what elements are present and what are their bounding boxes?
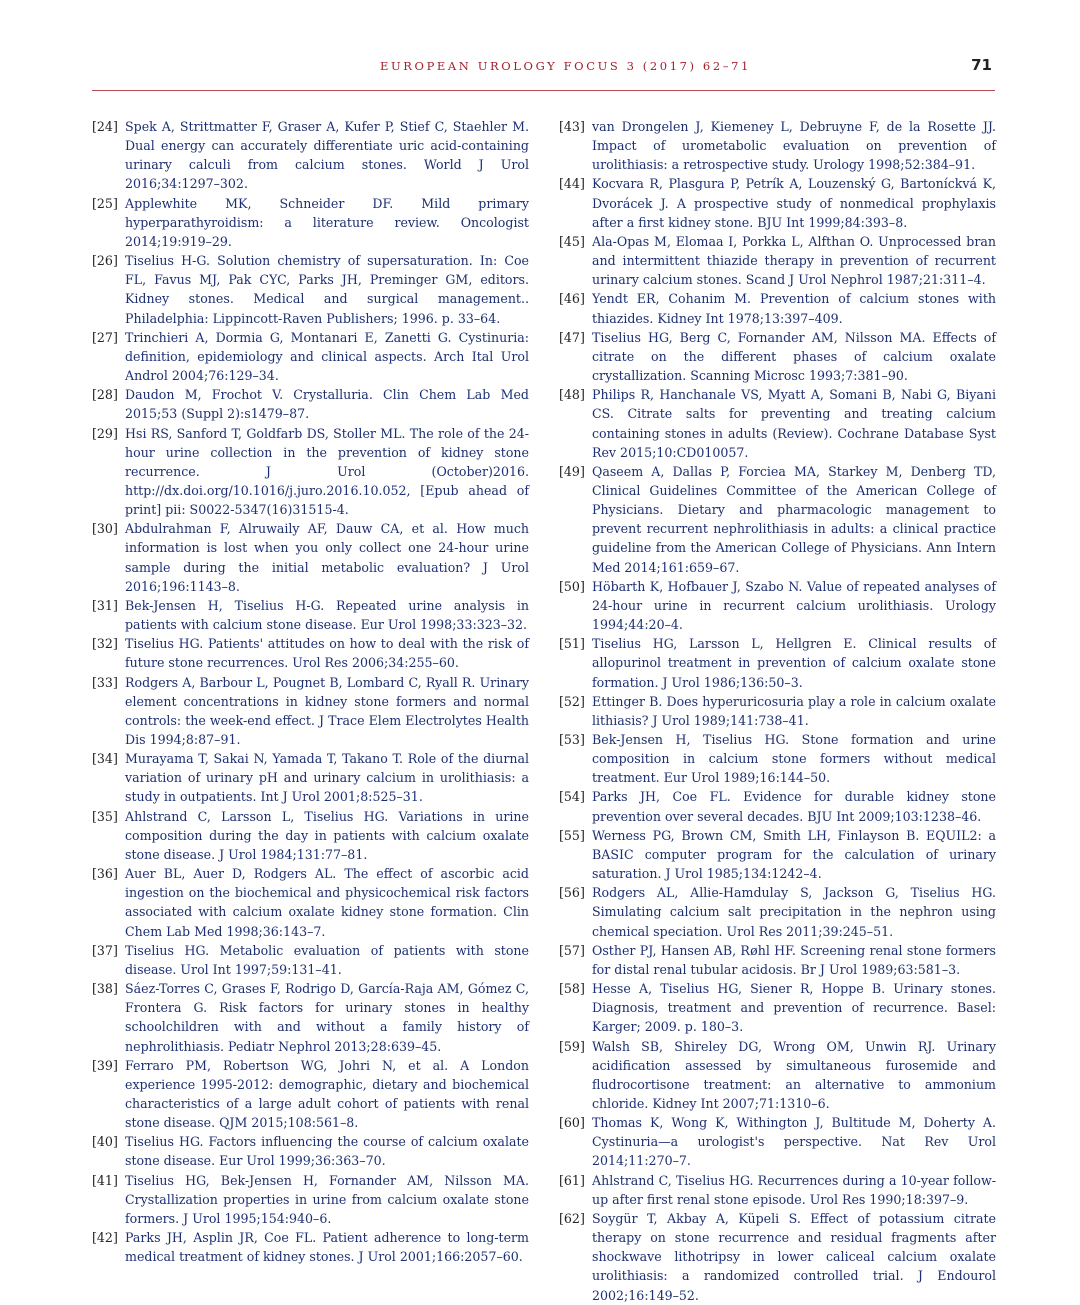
reference-number: [51] [559, 636, 585, 652]
reference-text[interactable]: Osther PJ, Hansen AB, Røhl HF. Screening renal stone formers for distal renal tubular acidosis. Br J Urol 1989;63:581–3. [592, 942, 996, 977]
reference-item [92, 117, 529, 194]
reference-number: [55] [559, 827, 585, 843]
reference-text[interactable]: Thomas K, Wong K, Withington J, Bultitude M, Doherty A. Cystinuria—a urologist's perspective. Nat Rev Urol 2014;11:270–7. [592, 1115, 996, 1169]
reference-item [92, 328, 529, 385]
reference-number: [26] [92, 253, 118, 269]
reference-text[interactable]: van Drongelen J, Kiemeney L, Debruyne F, de la Rosette JJ. Impact of urometabolic evaluation on prevention of urolithiasis: a retrospective study. Urology 1998;52:384–91. [592, 119, 996, 173]
reference-number: [53] [559, 732, 585, 747]
reference-item [559, 328, 996, 385]
reference-item [92, 941, 529, 979]
reference-number: [54] [559, 789, 585, 805]
references-left-column [92, 117, 529, 1266]
reference-text-part: Hsi RS, Sanford T, Goldfarb DS, Stoller ML. The role of the 24-hour urine collection in the prevention of kidney stone recurrence. J Urol (October)2016. [125, 425, 529, 479]
reference-number: [37] [92, 942, 118, 958]
reference-number: [38] [92, 981, 118, 997]
reference-text[interactable]: Ettinger B. Does hyperuricosuria play a role in calcium oxalate lithiasis? J Urol 1989;141:738–41. [592, 693, 996, 728]
reference-item [559, 826, 996, 883]
reference-text[interactable]: Ahlstrand C, Larsson L, Tiselius HG. Variations in urine composition during the day in patients with calcium oxalate stone disease. J Urol 1984;131:77–81. [125, 808, 529, 862]
reference-number: [61] [559, 1172, 585, 1188]
reference-text[interactable]: Höbarth K, Hofbauer J, Szabo N. Value of repeated analyses of 24-hour urine in recurrent calcium urolithiasis. Urology 1994;44:20–4. [592, 578, 996, 633]
reference-number: [45] [559, 233, 585, 249]
reference-text[interactable]: Tiselius HG, Larsson L, Hellgren E. Clinical results of allopurinol treatment in prevention of calcium oxalate stone formation. J Urol 1986;136:50–3. [592, 636, 996, 690]
reference-text[interactable]: Applewhite MK, Schneider DF. Mild primary hyperparathyroidism: a literature review. Oncologist 2014;19:919–29. [125, 195, 529, 249]
reference-text[interactable]: Abdulrahman F, Alruwaily AF, Dauw CA, et al. How much information is lost when you only collect one 24-hour urine sample during the initial metabolic evaluation? J Urol 2016;196:1143–8. [125, 521, 529, 594]
reference-text-part: , [Epub ahead of print] pii: S0022-5347(16)31515-4. [125, 482, 529, 518]
reference-item [559, 692, 996, 730]
reference-text[interactable]: Tiselius HG, Berg C, Fornander AM, Nilsson MA. Effects of citrate on the different phases of calcium oxalate crystallization. Scanning Microsc 1993;7:381–90. [592, 329, 996, 384]
reference-number: [57] [559, 942, 585, 958]
reference-item [559, 577, 996, 634]
reference-number: [56] [559, 885, 585, 901]
reference-text[interactable]: Parks JH, Coe FL. Evidence for durable kidney stone prevention over several decades. BJU Int 2009;103:1238–46. [592, 789, 996, 824]
reference-item [559, 232, 996, 289]
reference-number: [47] [559, 329, 585, 345]
reference-text[interactable]: Bek-Jensen H, Tiselius HG. Stone formation and urine composition in calcium stone formers without medical treatment. Eur Urol 1989;16:144–50. [592, 732, 996, 786]
reference-item [92, 519, 529, 596]
reference-item [559, 787, 996, 825]
reference-item [92, 864, 529, 941]
reference-number: [34] [92, 751, 118, 767]
reference-item [92, 1228, 529, 1266]
reference-number: [30] [92, 521, 118, 537]
reference-text[interactable]: Qaseem A, Dallas P, Forciea MA, Starkey M, Denberg TD, Clinical Guidelines Committee of the American College of Physicians. Dietary and pharmacologic management to prevent recurrent nephrolithiasis in adults: a clinical practice guideline from the American College of Physicians. Ann Intern Med 2014;161:659–67. [592, 463, 996, 575]
reference-number: [29] [92, 425, 118, 441]
references-right-column [559, 117, 996, 1305]
reference-item [92, 251, 529, 328]
reference-text[interactable]: Yendt ER, Cohanim M. Prevention of calcium stones with thiazides. Kidney Int 1978;13:397–409. [592, 291, 996, 326]
reference-text[interactable]: Walsh SB, Shireley DG, Wrong OM, Unwin RJ. Urinary acidification assessed by simultaneous furosemide and fludrocortisone treatment: an alternative to ammonium chloride. Kidney Int 2007;71:1310–6. [592, 1038, 996, 1111]
reference-number: [36] [92, 866, 118, 882]
reference-text[interactable]: Sáez-Torres C, Grases F, Rodrigo D, García-Raja AM, Gómez C, Frontera G. Risk factors for urinary stones in healthy schoolchildren with and without a family history of nephrolithiasis. Pediatr Nephrol 2013;28:639–45. [125, 981, 529, 1054]
reference-item [559, 1113, 996, 1170]
reference-text[interactable]: Tiselius HG. Factors influencing the course of calcium oxalate stone disease. Eur Urol 1999;36:363–70. [125, 1134, 529, 1169]
reference-item [559, 289, 996, 327]
reference-number: [41] [92, 1172, 118, 1188]
reference-text[interactable]: Tiselius H-G. Solution chemistry of supersaturation. In: Coe FL, Favus MJ, Pak CYC, Parks JH, Preminger GM, editors. Kidney stones. Medical and surgical management.. Philadelphia: Lippincott-Raven Publishers; 1996. p. 33–64. [125, 253, 529, 326]
reference-number: [50] [559, 578, 585, 594]
reference-text[interactable]: Parks JH, Asplin JR, Coe FL. Patient adherence to long-term medical treatment of kidney stones. J Urol 2001;166:2057–60. [125, 1230, 529, 1265]
reference-number: [40] [92, 1134, 118, 1150]
reference-item [92, 749, 529, 806]
header-rule [92, 90, 995, 91]
reference-item [92, 596, 529, 634]
reference-item [559, 174, 996, 231]
reference-text[interactable]: Rodgers AL, Allie-Hamdulay S, Jackson G, Tiselius HG. Simulating calcium salt precipitation in the nephron using chemical speciation. Urol Res 2011;39:245–51. [592, 885, 996, 939]
reference-number: [44] [559, 176, 585, 192]
reference-text[interactable]: Bek-Jensen H, Tiselius H-G. Repeated urine analysis in patients with calcium stone disease. Eur Urol 1998;33:323–32. [125, 597, 529, 633]
reference-number: [28] [92, 387, 118, 403]
reference-text[interactable]: Tiselius HG, Bek-Jensen H, Fornander AM, Nilsson MA. Crystallization properties in urine from calcium oxalate stone formers. J Urol 1995;154:940–6. [125, 1172, 529, 1226]
reference-item [92, 807, 529, 864]
reference-item [559, 730, 996, 787]
reference-text[interactable]: Murayama T, Sakai N, Yamada T, Takano T. Role of the diurnal variation of urinary pH and urinary calcium in urolithiasis: a study in outpatients. Int J Urol 2001;8:525–31. [125, 751, 529, 805]
reference-number: [25] [92, 195, 118, 211]
reference-number: [39] [92, 1057, 118, 1073]
reference-item [92, 1171, 529, 1228]
reference-text[interactable] [125, 424, 529, 520]
reference-number: [31] [92, 597, 118, 613]
reference-item [559, 1171, 996, 1209]
reference-text[interactable]: Ferraro PM, Robertson WG, Johri N, et al. A London experience 1995-2012: demographic, dietary and biochemical characteristics of a large adult cohort of patients with renal stone disease. QJM 2015;108:561–8. [125, 1057, 529, 1131]
reference-item [559, 117, 996, 174]
page-number: 71 [971, 56, 992, 74]
reference-item [92, 1132, 529, 1170]
reference-text[interactable]: Philips R, Hanchanale VS, Myatt A, Somani B, Nabi G, Biyani CS. Citrate salts for preventing and treating calcium containing stones in adults (Review). Cochrane Database Syst Rev 2015;10:CD010057. [592, 387, 996, 460]
reference-number: [49] [559, 463, 585, 479]
reference-number: [43] [559, 119, 585, 134]
reference-text[interactable]: Soygür T, Akbay A, Küpeli S. Effect of potassium citrate therapy on stone recurrence and residual fragments after shockwave lithotripsy in lower caliceal calcium oxalate urolithiasis: a randomized controlled trial. J Endourol 2002;16:149–52. [592, 1210, 996, 1303]
reference-text[interactable]: Tiselius HG. Patients' attitudes on how to deal with the risk of future stone recurrences. Urol Res 2006;34:255–60. [125, 636, 529, 671]
reference-number: [46] [559, 291, 585, 307]
reference-text[interactable]: Spek A, Strittmatter F, Graser A, Kufer P, Stief C, Staehler M. Dual energy can accurately differentiate uric acid-containing urinary calculi from calcium stones. World J Urol 2016;34:1297–302. [125, 119, 529, 192]
reference-number: [62] [559, 1210, 585, 1226]
reference-number: [48] [559, 387, 585, 403]
reference-text[interactable]: Tiselius HG. Metabolic evaluation of patients with stone disease. Urol Int 1997;59:131–41. [125, 942, 529, 977]
reference-item [559, 1037, 996, 1114]
doi-link[interactable]: http://dx.doi.org/10.1016/j.juro.2016.10.052 [125, 482, 407, 498]
reference-text[interactable]: Kocvara R, Plasgura P, Petrík A, Louzenský G, Bartoníckvá K, Dvorácek J. A prospective study of nonmedical prophylaxis after a first kidney stone. BJU Int 1999;84:393–8. [592, 176, 996, 230]
reference-item [92, 1056, 529, 1133]
reference-number: [24] [92, 119, 118, 134]
reference-item [559, 883, 996, 940]
reference-number: [59] [559, 1038, 585, 1054]
reference-number: [42] [92, 1230, 118, 1246]
reference-text[interactable]: Ala-Opas M, Elomaa I, Porkka L, Alfthan O. Unprocessed bran and intermittent thiazide therapy in prevention of recurrent urinary calcium stones. Scand J Urol Nephrol 1987;21:311–4. [592, 233, 996, 288]
reference-number: [60] [559, 1115, 585, 1131]
reference-item [92, 385, 529, 423]
reference-number: [27] [92, 329, 118, 345]
reference-text[interactable]: Daudon M, Frochot V. Crystalluria. Clin Chem Lab Med 2015;53 (Suppl 2):s1479–87. [125, 387, 529, 422]
reference-item [559, 941, 996, 979]
reference-text[interactable]: Ahlstrand C, Tiselius HG. Recurrences during a 10-year follow-up after first renal stone episode. Urol Res 1990;18:397–9. [592, 1172, 996, 1207]
reference-item [92, 194, 529, 251]
reference-text[interactable]: Rodgers A, Barbour L, Pougnet B, Lombard C, Ryall R. Urinary element concentrations in kidney stone formers and normal controls: the week-end effect. J Trace Elem Electrolytes Health Dis 1994;8:87–91. [125, 674, 529, 747]
reference-number: [52] [559, 693, 585, 709]
reference-item [92, 634, 529, 672]
reference-number: [32] [92, 636, 118, 652]
reference-item [559, 979, 996, 1036]
running-head: EUROPEAN UROLOGY FOCUS 3 (2017) 62–71 [380, 59, 751, 73]
reference-item [559, 634, 996, 691]
reference-item [92, 673, 529, 750]
reference-item [559, 462, 996, 577]
reference-number: [33] [92, 674, 118, 690]
reference-item [92, 424, 529, 520]
reference-item [559, 385, 996, 462]
reference-text[interactable]: Werness PG, Brown CM, Smith LH, Finlayson B. EQUIL2: a BASIC computer program for the calculation of urinary saturation. J Urol 1985;134:1242–4. [592, 827, 996, 882]
reference-number: [35] [92, 808, 118, 824]
reference-text[interactable]: Auer BL, Auer D, Rodgers AL. The effect of ascorbic acid ingestion on the biochemical and physicochemical risk factors associated with calcium oxalate kidney stone formation. Clin Chem Lab Med 1998;36:143–7. [125, 866, 529, 939]
reference-text[interactable]: Hesse A, Tiselius HG, Siener R, Hoppe B. Urinary stones. Diagnosis, treatment and prevention of recurrence. Basel: Karger; 2009. p. 180–3. [592, 981, 996, 1035]
reference-number: [58] [559, 981, 585, 997]
reference-item [92, 979, 529, 1056]
reference-text[interactable]: Trinchieri A, Dormia G, Montanari E, Zanetti G. Cystinuria: definition, epidemiology and clinical aspects. Arch Ital Urol Androl 2004;76:129–34. [125, 329, 529, 384]
reference-item [559, 1209, 996, 1305]
